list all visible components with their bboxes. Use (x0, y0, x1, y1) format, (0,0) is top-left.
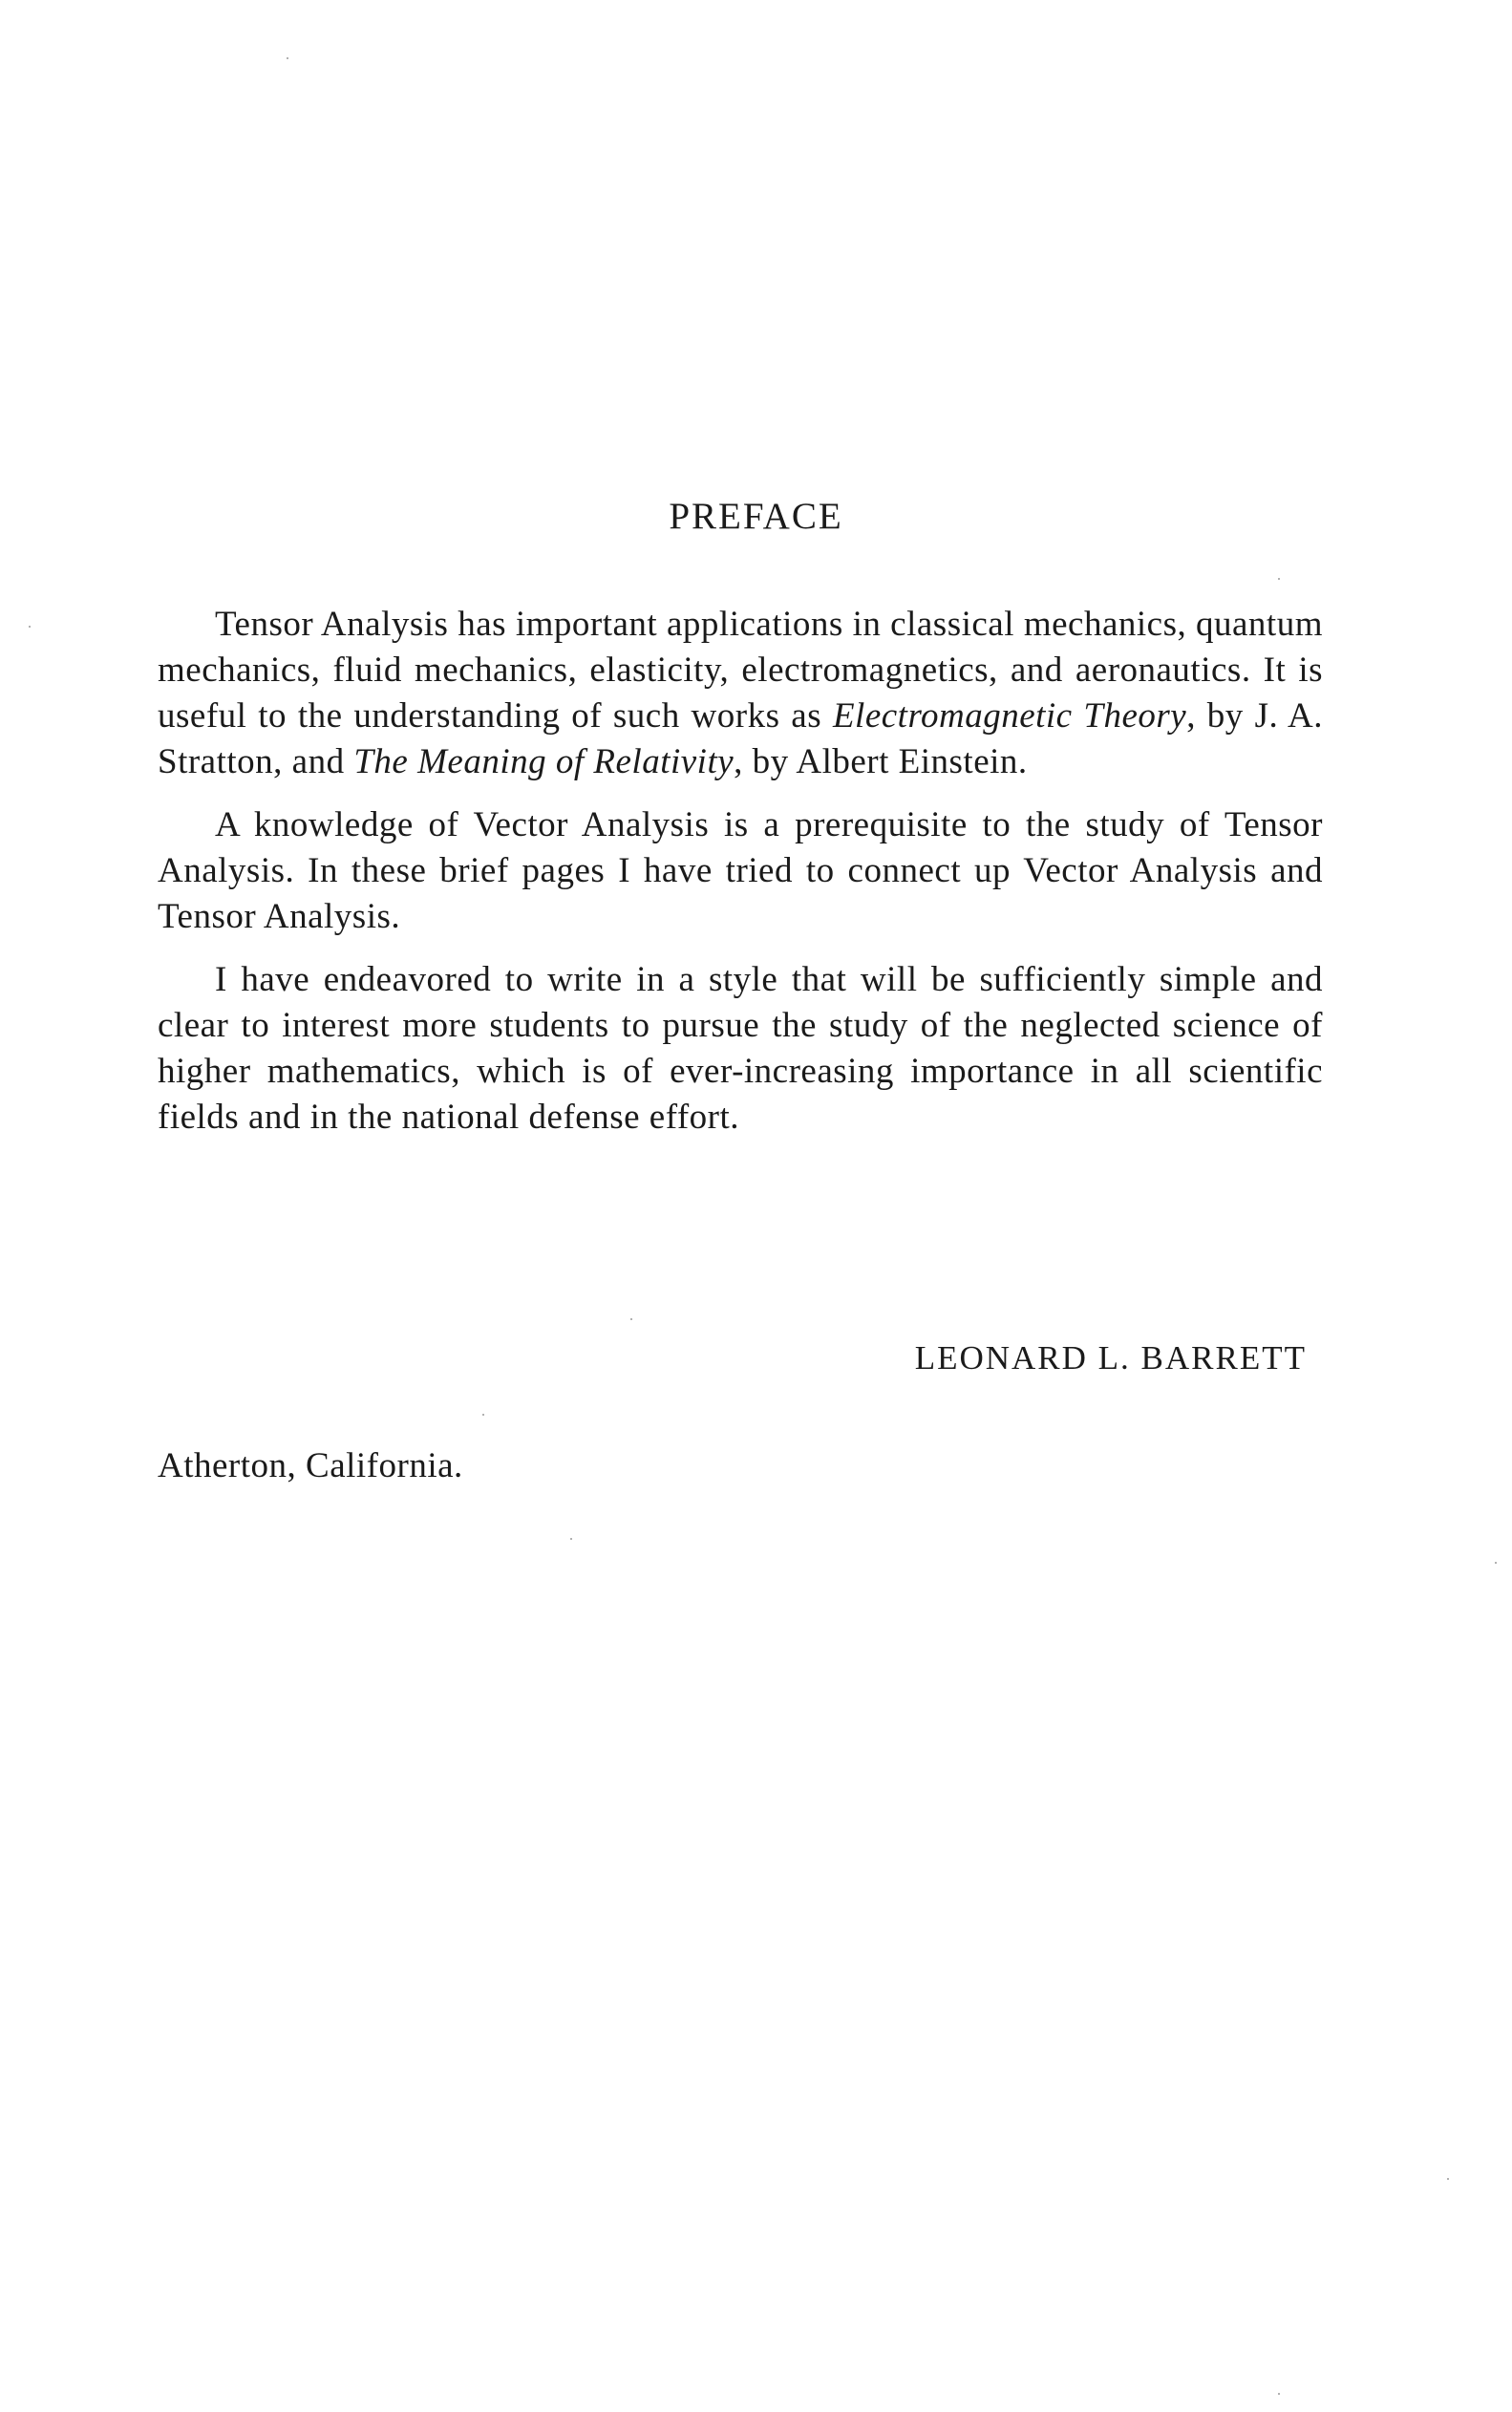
preface-body (158, 602, 1323, 1158)
scan-speck (1278, 578, 1280, 580)
paragraph-3: I have endeavored to write in a style that will be sufficiently simple and clear to interest more students to pursue the study of the neglected science of higher mathematics, which is of ever-increasing importance in all scientific fields and in the national defense effort. (158, 960, 1323, 1137)
page-title: PREFACE (669, 496, 843, 537)
scan-speck (630, 1318, 632, 1320)
paragraph-1-text-c: , by J. A. Stratton, and (158, 696, 1323, 781)
scan-speck (1278, 2393, 1280, 2395)
paragraph-1-text-a: Tensor Analysis has important applications in classical mechanics, quantum mechanics, fluid mechanics, elasticity, electromagnetics, and aeronautics. It is useful to the understanding of such works as (158, 605, 1323, 736)
paragraph-2: A knowledge of Vector Analysis is a prerequisite to the study of Tensor Analysis. In these brief pages I have tried to connect up Vector Analysis and Tensor Analysis. (158, 805, 1323, 936)
scan-speck (29, 626, 31, 628)
author-signature: LEONARD L. BARRETT (914, 1339, 1307, 1377)
scan-speck (1495, 1562, 1497, 1564)
paragraph-1-text-e: , by Albert Einstein. (734, 742, 1028, 781)
place-line: Atherton, California. (158, 1446, 463, 1485)
scan-speck (482, 1414, 484, 1416)
scan-speck (287, 57, 288, 59)
book-title-meaning-of-relativity: The Meaning of Relativity (353, 742, 735, 781)
scan-speck (1447, 2178, 1449, 2180)
book-title-electromagnetic-theory: Electromagnetic Theory (832, 696, 1187, 736)
paragraph-1 (158, 602, 1323, 785)
scan-speck (570, 1538, 572, 1540)
